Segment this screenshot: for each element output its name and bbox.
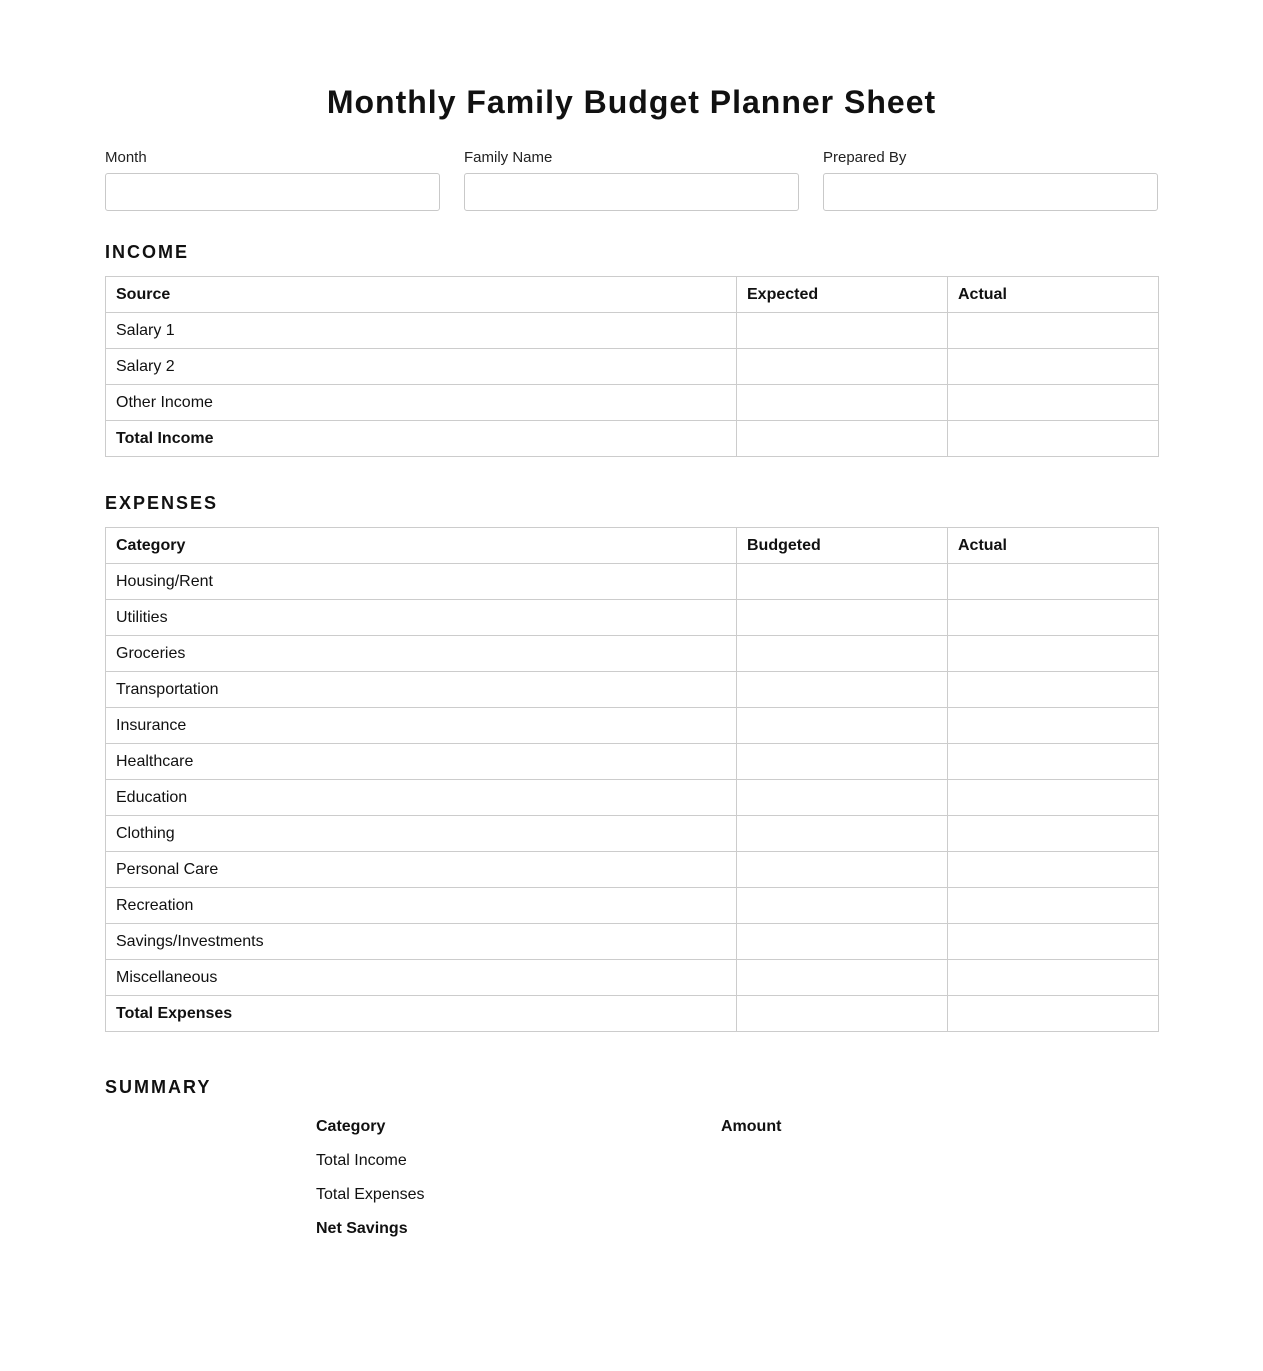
table-row [106, 349, 1159, 385]
list-item [316, 1182, 1016, 1216]
expense-actual-cell[interactable] [948, 852, 1159, 888]
income-header-actual: Actual [948, 277, 1159, 313]
expense-budgeted-cell[interactable] [737, 744, 948, 780]
income-table [105, 276, 1159, 457]
family-name-label: Family Name [464, 149, 553, 166]
expense-budgeted-cell[interactable] [737, 816, 948, 852]
expense-category-cell: Miscellaneous [106, 960, 737, 996]
income-source-cell: Salary 2 [106, 349, 737, 385]
family-name-field [464, 148, 799, 211]
table-row [106, 852, 1159, 888]
prepared-by-input[interactable] [823, 173, 1158, 211]
expense-category-cell: Personal Care [106, 852, 737, 888]
income-expected-cell[interactable] [737, 313, 948, 349]
expense-budgeted-cell[interactable] [737, 636, 948, 672]
table-row [106, 960, 1159, 996]
expense-budgeted-cell[interactable] [737, 708, 948, 744]
table-row [106, 744, 1159, 780]
summary-net-savings-row [316, 1216, 1016, 1250]
expense-actual-cell[interactable] [948, 744, 1159, 780]
income-source-cell: Other Income [106, 385, 737, 421]
expense-actual-cell[interactable] [948, 672, 1159, 708]
expenses-table [105, 527, 1159, 1032]
summary-total-expenses-label: Total Expenses [316, 1186, 425, 1203]
income-actual-cell[interactable] [948, 385, 1159, 421]
expense-actual-cell[interactable] [948, 600, 1159, 636]
income-source-cell: Salary 1 [106, 313, 737, 349]
expense-category-cell: Groceries [106, 636, 737, 672]
expenses-total-actual-cell[interactable] [948, 996, 1159, 1032]
expense-budgeted-cell[interactable] [737, 888, 948, 924]
expense-budgeted-cell[interactable] [737, 564, 948, 600]
income-header-source: Source [106, 277, 737, 313]
list-item [316, 1148, 1016, 1182]
summary-header-row [316, 1114, 1016, 1148]
expense-actual-cell[interactable] [948, 924, 1159, 960]
expense-actual-cell[interactable] [948, 564, 1159, 600]
expenses-header-category: Category [106, 528, 737, 564]
prepared-by-label: Prepared By [823, 149, 907, 166]
expense-category-cell: Education [106, 780, 737, 816]
table-row [106, 888, 1159, 924]
month-label: Month [105, 149, 147, 166]
page-title: Monthly Family Budget Planner Sheet [326, 84, 937, 120]
expense-budgeted-cell[interactable] [737, 960, 948, 996]
income-header-row [106, 277, 1159, 313]
table-row [106, 672, 1159, 708]
expenses-total-label: Total Expenses [106, 996, 737, 1032]
expenses-header-budgeted: Budgeted [737, 528, 948, 564]
summary-header-category: Category [316, 1118, 386, 1135]
prepared-by-field [823, 148, 1158, 211]
table-row [106, 313, 1159, 349]
table-row [106, 636, 1159, 672]
expense-actual-cell[interactable] [948, 708, 1159, 744]
expenses-total-budgeted-cell[interactable] [737, 996, 948, 1032]
income-total-row [106, 421, 1159, 457]
income-header-expected: Expected [737, 277, 948, 313]
table-row [106, 924, 1159, 960]
expense-category-cell: Housing/Rent [106, 564, 737, 600]
table-row [106, 816, 1159, 852]
expense-actual-cell[interactable] [948, 888, 1159, 924]
summary-heading: SUMMARY [105, 1077, 212, 1097]
expense-category-cell: Utilities [106, 600, 737, 636]
expense-budgeted-cell[interactable] [737, 852, 948, 888]
expense-category-cell: Healthcare [106, 744, 737, 780]
summary-header-amount: Amount [721, 1118, 782, 1135]
expenses-header-actual: Actual [948, 528, 1159, 564]
income-expected-cell[interactable] [737, 349, 948, 385]
expense-budgeted-cell[interactable] [737, 600, 948, 636]
income-total-label: Total Income [106, 421, 737, 457]
expense-category-cell: Savings/Investments [106, 924, 737, 960]
table-row [106, 564, 1159, 600]
expenses-heading: EXPENSES [105, 493, 219, 513]
summary-net-savings-label: Net Savings [316, 1220, 408, 1237]
income-expected-cell[interactable] [737, 385, 948, 421]
expense-category-cell: Clothing [106, 816, 737, 852]
income-total-expected-cell[interactable] [737, 421, 948, 457]
expense-actual-cell[interactable] [948, 636, 1159, 672]
income-total-actual-cell[interactable] [948, 421, 1159, 457]
expenses-header-row [106, 528, 1159, 564]
income-actual-cell[interactable] [948, 349, 1159, 385]
summary-total-income-label: Total Income [316, 1152, 407, 1169]
expense-category-cell: Insurance [106, 708, 737, 744]
table-row [106, 780, 1159, 816]
family-name-input[interactable] [464, 173, 799, 211]
expense-budgeted-cell[interactable] [737, 672, 948, 708]
expense-category-cell: Recreation [106, 888, 737, 924]
expense-budgeted-cell[interactable] [737, 924, 948, 960]
summary-table [316, 1114, 1016, 1250]
table-row [106, 708, 1159, 744]
month-field [105, 148, 440, 211]
expense-category-cell: Transportation [106, 672, 737, 708]
expense-actual-cell[interactable] [948, 816, 1159, 852]
expense-actual-cell[interactable] [948, 960, 1159, 996]
income-actual-cell[interactable] [948, 313, 1159, 349]
table-row [106, 600, 1159, 636]
expense-actual-cell[interactable] [948, 780, 1159, 816]
income-heading: INCOME [105, 242, 189, 262]
table-row [106, 385, 1159, 421]
expense-budgeted-cell[interactable] [737, 780, 948, 816]
month-input[interactable] [105, 173, 440, 211]
expenses-total-row [106, 996, 1159, 1032]
